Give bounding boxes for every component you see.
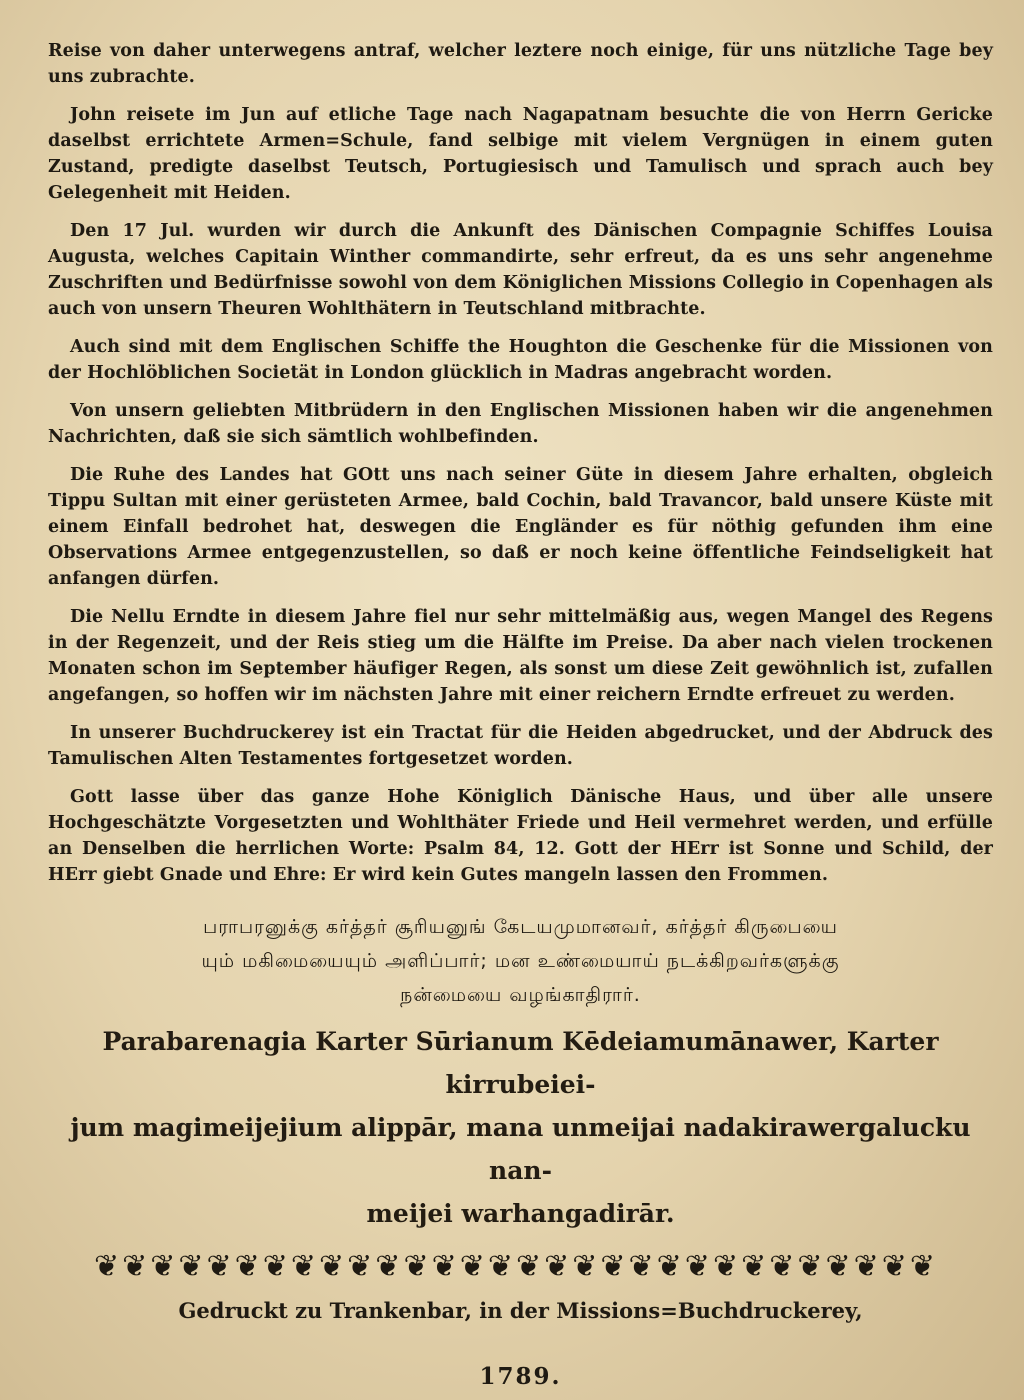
- tamil-line: நன்மையை வழங்காதிரார்.: [400, 984, 641, 1006]
- transliteration-line: jum magimeijejium alippār, mana unmeijai nadakirawergalucku nan-: [70, 1113, 971, 1185]
- paragraph-english-missions: Von unsern geliebten Mitbrüdern in den Englischen Missionen haben wir die angenehmen Nachrichten, daß sie sich sämtlich wohlbefinden.: [48, 401, 993, 447]
- transliteration-line: Parabarenagia Karter Sūrianum Kēdeiamumānawer, Karter kirrubeiei-: [102, 1027, 939, 1099]
- paragraph-travel-continued: Reise von daher unterwegens antraf, welcher leztere noch einige, für uns nützliche Tage bey uns zubrachte.: [48, 41, 993, 87]
- paragraph-tippu-sultan: Die Ruhe des Landes hat GOtt uns nach seiner Güte in diesem Jahre erhalten, obgleich Tippu Sultan mit einer gerüsteten Armee, bald Cochin, bald Travancor, bald unsere Küste mit einem Einfall bedrohet hat, deswegen die Engländer es für nöthig gefunden ihm eine Observations Armee entgegenzustellen, so daß er noch keine öffentliche Feindseligkeit hat anfangen dürfen.: [48, 465, 993, 589]
- paragraph-printing-house: In unserer Buchdruckerey ist ein Tractat für die Heiden abgedrucket, und der Abdruck des Tamulischen Alten Testamentes fortgesetzet worden.: [48, 723, 993, 769]
- paragraph-harvest: Die Nellu Erndte in diesem Jahre fiel nur sehr mittelmäßig aus, wegen Mangel des Regens in der Regenzeit, und der Reis stieg um die Hälfte im Preise. Da aber nach vielen trockenen Monaten schon im September häufiger Regen, als sonst um diese Zeit gewöhnlich ist, zufallen angefangen, so hoffen wir im nächsten Jahre mit einer reichern Erndte erfreuet zu werden.: [48, 607, 993, 705]
- tamil-line: யும் மகிமையையும் அளிப்பார்; மன உண்மையாய் நடக்கிறவர்களுக்கு: [201, 950, 840, 972]
- transliteration-line: meijei warhangadirār.: [366, 1199, 675, 1228]
- publication-year: 1789.: [479, 1363, 562, 1390]
- paragraph-english-ship-gifts: Auch sind mit dem Englischen Schiffe the Houghton die Geschenke für die Missionen von der Hochlöblichen Societät in London glücklich in Madras angebracht worden.: [48, 337, 993, 383]
- fleuron-border-icon: ❦❦❦❦❦❦❦❦❦❦❦❦❦❦❦❦❦❦❦❦❦❦❦❦❦❦❦❦❦❦: [93, 1249, 939, 1284]
- paragraph-john-nagapatnam: John reisete im Jun auf etliche Tage nach Nagapatnam besuchte die von Herrn Gericke daselbst errichtete Armen=Schule, fand selbige mit vielem Vergnügen in einem guten Zustand, predigte daselbst Teutsch, Portugiesisch und Tamulisch und sprach auch bey Gelegenheit mit Heiden.: [48, 105, 993, 203]
- transliteration-verse: [48, 1020, 993, 1235]
- paragraph-blessing: Gott lasse über das ganze Hohe Königlich Dänische Haus, und über alle unsere Hochgeschätzte Vorgesetzten und Wohlthäter Friede und Heil vermehret werden, und erfülle an Denselben die herrlichen Worte: Psalm 84, 12. Gott der HErr ist Sonne und Schild, der HErr giebt Gnade und Ehre: Er wird kein Gutes mangeln lassen den Frommen.: [48, 787, 993, 885]
- imprint-line: Gedruckt zu Trankenbar, in der Missions=Buchdruckerey,: [178, 1298, 863, 1323]
- document-page: [48, 38, 993, 1390]
- paragraph-ship-arrival: Den 17 Jul. wurden wir durch die Ankunft des Dänischen Compagnie Schiffes Louisa Augusta, welches Capitain Winther commandirte, sehr erfreut, da es uns sehr angenehme Zuschriften und Bedürfnisse sowohl von dem Königlichen Missions Collegio in Copenhagen als auch von unsern Theuren Wohlthätern in Teutschland mitbrachte.: [48, 221, 993, 319]
- tamil-line: பராபரனுக்கு கர்த்தர் சூரியனுங் கேடயமுமானவர், கர்த்தர் கிருபையை: [203, 916, 838, 938]
- tamil-verse: [48, 910, 993, 1012]
